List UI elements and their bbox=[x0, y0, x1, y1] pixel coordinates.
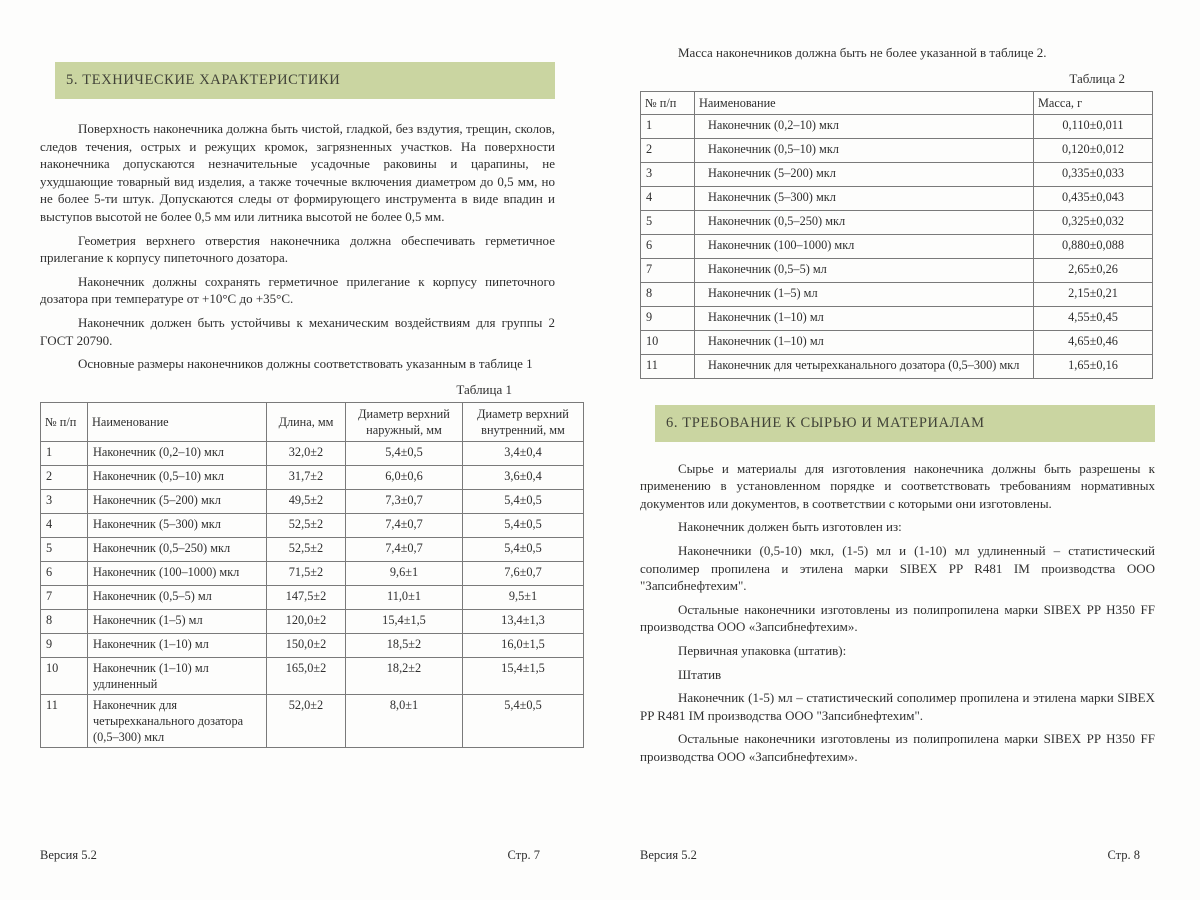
table-header-row bbox=[41, 402, 584, 441]
table-cell: 9,5±1 bbox=[463, 585, 584, 609]
table-cell: 11 bbox=[641, 354, 695, 378]
section-heading-band bbox=[55, 62, 555, 99]
table-cell: 8 bbox=[641, 282, 695, 306]
mass-table bbox=[640, 91, 1153, 379]
table-cell: 6 bbox=[641, 234, 695, 258]
table-cell: 7 bbox=[41, 585, 88, 609]
table-cell: 13,4±1,3 bbox=[463, 609, 584, 633]
column-header: № п/п bbox=[41, 402, 88, 441]
dimensions-table bbox=[40, 402, 584, 748]
table-cell: 3 bbox=[641, 162, 695, 186]
table-cell: 52,0±2 bbox=[267, 694, 346, 747]
table-cell: 3,4±0,4 bbox=[463, 441, 584, 465]
table-cell: 7 bbox=[641, 258, 695, 282]
table-cell: 6 bbox=[41, 561, 88, 585]
table-row bbox=[641, 258, 1153, 282]
footer-version: Версия 5.2 bbox=[40, 848, 97, 862]
table-cell: 5 bbox=[641, 210, 695, 234]
table-cell: Наконечник (5–300) мкл bbox=[695, 186, 1034, 210]
table-cell: 1 bbox=[641, 114, 695, 138]
column-header: № п/п bbox=[641, 91, 695, 114]
table-row bbox=[41, 609, 584, 633]
table-row bbox=[641, 282, 1153, 306]
paragraph: Сырье и материалы для изготовления наконечника должны быть разрешены к применению в установленном порядке и соответствовать требованиям нормативных документов или документов, в соответствии с которыми они изготовлены. bbox=[640, 460, 1155, 511]
table-cell: 0,435±0,043 bbox=[1034, 186, 1153, 210]
paragraph: Остальные наконечники изготовлены из полипропилена марки SIBEX PP H350 FF производства ООО «Запсибнефтехим». bbox=[640, 601, 1155, 635]
column-header: Масса, г bbox=[1034, 91, 1153, 114]
table-cell: Наконечник (1–10) мл bbox=[695, 306, 1034, 330]
paragraph: Наконечник должен быть изготовлен из: bbox=[678, 519, 902, 535]
table-cell: 11,0±1 bbox=[346, 585, 463, 609]
table-cell: 4,65±0,46 bbox=[1034, 330, 1153, 354]
table-cell: Наконечник (0,5–10) мкл bbox=[695, 138, 1034, 162]
table-row bbox=[641, 330, 1153, 354]
table-row bbox=[41, 633, 584, 657]
table-cell: 3,6±0,4 bbox=[463, 465, 584, 489]
table-cell: 0,110±0,011 bbox=[1034, 114, 1153, 138]
table-cell: Наконечник (1–10) мл bbox=[88, 633, 267, 657]
table-cell: 7,4±0,7 bbox=[346, 537, 463, 561]
table-cell: 10 bbox=[41, 657, 88, 694]
table-cell: 9,6±1 bbox=[346, 561, 463, 585]
table-cell: Наконечник (5–200) мкл bbox=[88, 489, 267, 513]
table-cell: 10 bbox=[641, 330, 695, 354]
table-row bbox=[41, 537, 584, 561]
table-row bbox=[41, 657, 584, 694]
table-cell: 2,65±0,26 bbox=[1034, 258, 1153, 282]
table-row bbox=[41, 513, 584, 537]
page-footer bbox=[40, 848, 540, 863]
table-cell: 52,5±2 bbox=[267, 513, 346, 537]
table-row bbox=[641, 210, 1153, 234]
table-cell: Наконечник (100–1000) мкл bbox=[695, 234, 1034, 258]
table-row bbox=[41, 585, 584, 609]
table-cell: Наконечник (0,2–10) мкл bbox=[88, 441, 267, 465]
table-cell: 5 bbox=[41, 537, 88, 561]
paragraph: Основные размеры наконечников должны соответствовать указанным в таблице 1 bbox=[78, 356, 533, 372]
table-cell: Наконечник (0,5–250) мкл bbox=[88, 537, 267, 561]
page-left bbox=[40, 62, 569, 748]
table-cell: Наконечник (0,5–5) мл bbox=[695, 258, 1034, 282]
table-cell: 2 bbox=[41, 465, 88, 489]
table-cell: 4 bbox=[641, 186, 695, 210]
table-cell: 2,15±0,21 bbox=[1034, 282, 1153, 306]
column-header: Длина, мм bbox=[267, 402, 346, 441]
table-cell: 5,4±0,5 bbox=[463, 537, 584, 561]
table-row bbox=[41, 489, 584, 513]
paragraph: Наконечник должен быть устойчивы к механическим воздействиям для группы 2 ГОСТ 20790. bbox=[40, 314, 555, 348]
table-cell: 7,4±0,7 bbox=[346, 513, 463, 537]
table-row bbox=[41, 694, 584, 747]
table-cell: 1,65±0,16 bbox=[1034, 354, 1153, 378]
paragraph: Поверхность наконечника должна быть чистой, гладкой, без вздутия, трещин, сколов, следов течения, острых и режущих кромок, загрязненных участков. На поверхности наконечника допускаются незначительные усадочные раковины и царапины, не ухудшающие товарный вид изделия, а также точечные включения диаметром до 0,5 мм, но не более 5-ти штук. Допускаются следы от формирующего инструмента в виде впадин и выступов высотой не более 0,5 мм или литника высотой не более 0,5 мм. bbox=[40, 121, 555, 224]
column-header: Наименование bbox=[695, 91, 1034, 114]
column-header: Наименование bbox=[88, 402, 267, 441]
table-cell: 71,5±2 bbox=[267, 561, 346, 585]
table-cell: 18,2±2 bbox=[346, 657, 463, 694]
table-cell: 4 bbox=[41, 513, 88, 537]
table-row bbox=[641, 162, 1153, 186]
table-cell: 150,0±2 bbox=[267, 633, 346, 657]
table-cell: 32,0±2 bbox=[267, 441, 346, 465]
table-cell: Наконечник (100–1000) мкл bbox=[88, 561, 267, 585]
paragraph: Наконечники (0,5-10) мкл, (1-5) мл и (1-10) мл удлиненный – статистический сополимер пропилена и этилена марки SIBEX PP R481 IM производства ООО "Запсибнефтехим". bbox=[640, 542, 1155, 594]
table-row bbox=[41, 561, 584, 585]
table-cell: 18,5±2 bbox=[346, 633, 463, 657]
table-cell: 9 bbox=[641, 306, 695, 330]
footer-version: Версия 5.2 bbox=[640, 848, 697, 862]
paragraph: Первичная упаковка (штатив): bbox=[678, 642, 847, 658]
table-cell: 5,4±0,5 bbox=[463, 513, 584, 537]
table-cell: Наконечник (0,5–5) мл bbox=[88, 585, 267, 609]
table-row bbox=[641, 138, 1153, 162]
table-cell: 120,0±2 bbox=[267, 609, 346, 633]
table-row bbox=[641, 354, 1153, 378]
table-cell: 165,0±2 bbox=[267, 657, 346, 694]
table-cell: 5,4±0,5 bbox=[346, 441, 463, 465]
table-cell: Наконечник (0,5–10) мкл bbox=[88, 465, 267, 489]
column-header: Диаметр верхний внутренний, мм bbox=[463, 402, 584, 441]
table-row bbox=[641, 306, 1153, 330]
table-cell: 11 bbox=[41, 694, 88, 747]
table-cell: 1 bbox=[41, 441, 88, 465]
table-cell: Наконечник для четырехканального дозатора (0,5–300) мкл bbox=[88, 694, 267, 747]
table-cell: 0,335±0,033 bbox=[1034, 162, 1153, 186]
table-cell: 6,0±0,6 bbox=[346, 465, 463, 489]
table-cell: 49,5±2 bbox=[267, 489, 346, 513]
table-row bbox=[641, 186, 1153, 210]
table-header-row bbox=[641, 91, 1153, 114]
table-row bbox=[641, 234, 1153, 258]
table-cell: 52,5±2 bbox=[267, 537, 346, 561]
paragraph: Наконечник (1-5) мл – статистический сополимер пропилена и этилена марки SIBEX PP R481 IM производства ООО "Запсибнефтехим". bbox=[640, 690, 1155, 723]
table-cell: Наконечник (1–10) мл удлиненный bbox=[88, 657, 267, 694]
table-cell: Наконечник (0,5–250) мкл bbox=[695, 210, 1034, 234]
table-cell: 7,6±0,7 bbox=[463, 561, 584, 585]
table-cell: 16,0±1,5 bbox=[463, 633, 584, 657]
column-header: Диаметр верхний наружный, мм bbox=[346, 402, 463, 441]
table-cell: 7,3±0,7 bbox=[346, 489, 463, 513]
table-cell: 0,325±0,032 bbox=[1034, 210, 1153, 234]
table-cell: Наконечник (5–200) мкл bbox=[695, 162, 1034, 186]
table-cell: 8 bbox=[41, 609, 88, 633]
section-title: 6. ТРЕБОВАНИЕ К СЫРЬЮ И МАТЕРИАЛАМ bbox=[666, 414, 985, 431]
footer-page-number: Стр. 7 bbox=[507, 848, 540, 862]
table-cell: 8,0±1 bbox=[346, 694, 463, 747]
table-cell: 2 bbox=[641, 138, 695, 162]
table-cell: 147,5±2 bbox=[267, 585, 346, 609]
table-cell: 15,4±1,5 bbox=[346, 609, 463, 633]
table-row bbox=[41, 465, 584, 489]
table-cell: 0,880±0,088 bbox=[1034, 234, 1153, 258]
section-heading-band bbox=[655, 405, 1155, 442]
table-cell: Наконечник (1–10) мл bbox=[695, 330, 1034, 354]
table-cell: 9 bbox=[41, 633, 88, 657]
table-caption: Таблица 1 bbox=[456, 381, 512, 397]
table-cell: Наконечник для четырехканального дозатора (0,5–300) мкл bbox=[695, 354, 1034, 378]
table-cell: 5,4±0,5 bbox=[463, 694, 584, 747]
footer-page-number: Стр. 8 bbox=[1107, 848, 1140, 862]
paragraph: Геометрия верхнего отверстия наконечника должна обеспечивать герметичное прилегание к корпусу пипеточного дозатора. bbox=[40, 232, 555, 266]
paragraph: Штатив bbox=[678, 666, 722, 682]
paragraph: Остальные наконечники изготовлены из полипропилена марки SIBEX PP H350 FF производства ООО «Запсибнефтехим». bbox=[640, 731, 1155, 764]
table-cell: 15,4±1,5 bbox=[463, 657, 584, 694]
page-right bbox=[640, 44, 1155, 772]
table-cell: Наконечник (5–300) мкл bbox=[88, 513, 267, 537]
table-cell: 31,7±2 bbox=[267, 465, 346, 489]
page-footer bbox=[640, 848, 1140, 863]
table-cell: Наконечник (0,2–10) мкл bbox=[695, 114, 1034, 138]
table-cell: 4,55±0,45 bbox=[1034, 306, 1153, 330]
table-caption: Таблица 2 bbox=[1069, 70, 1125, 86]
table-cell: Наконечник (1–5) мл bbox=[695, 282, 1034, 306]
table-cell: 0,120±0,012 bbox=[1034, 138, 1153, 162]
table-cell: Наконечник (1–5) мл bbox=[88, 609, 267, 633]
table-row bbox=[641, 114, 1153, 138]
paragraph: Масса наконечников должна быть не более указанной в таблице 2. bbox=[678, 45, 1047, 60]
paragraph: Наконечник должны сохранять герметичное прилегание к корпусу пипеточного дозатора при температуре от +10°С до +35°С. bbox=[40, 273, 555, 307]
table-cell: 3 bbox=[41, 489, 88, 513]
section-title: 5. ТЕХНИЧЕСКИЕ ХАРАКТЕРИСТИКИ bbox=[66, 72, 341, 88]
table-row bbox=[41, 441, 584, 465]
table-cell: 5,4±0,5 bbox=[463, 489, 584, 513]
